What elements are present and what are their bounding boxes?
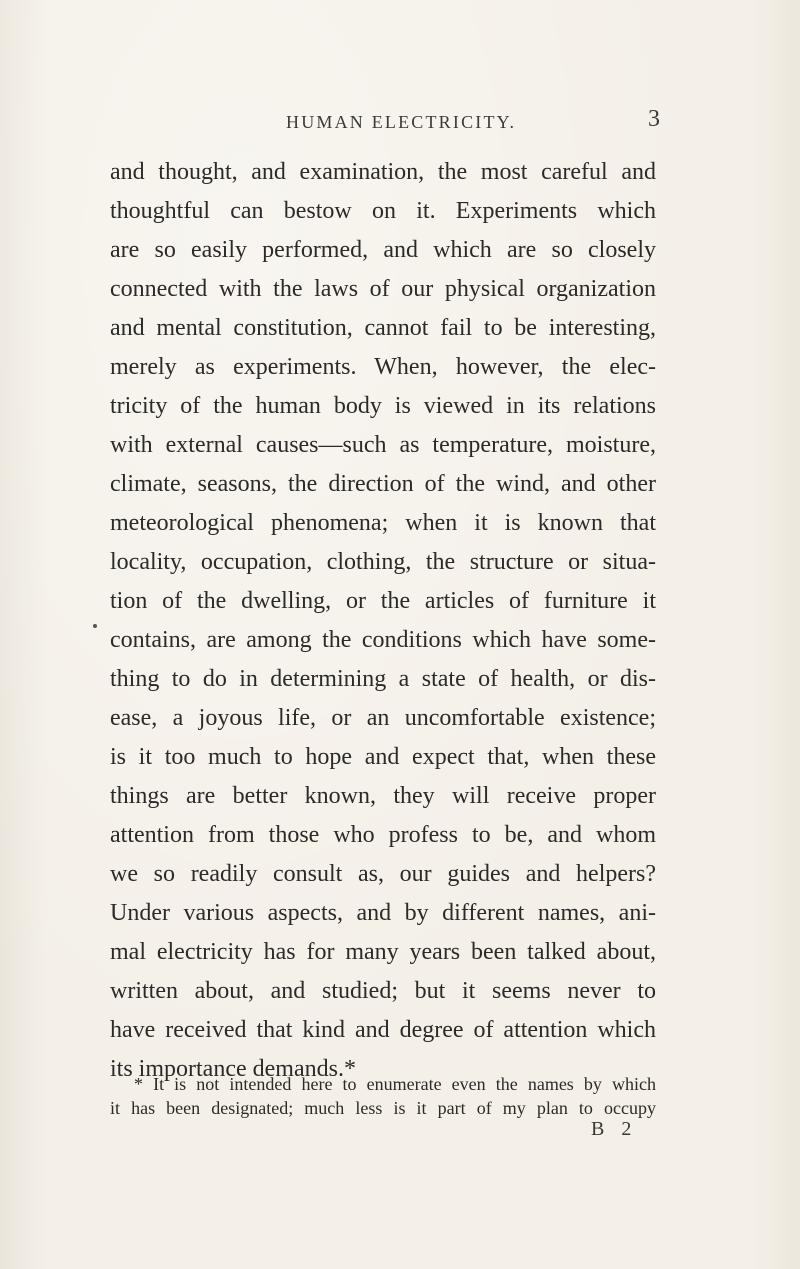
text-line: tricity of the human body is viewed in its relations xyxy=(110,393,656,419)
page-number: 3 xyxy=(648,106,660,132)
footnote xyxy=(110,1072,656,1120)
text-line: contains, are among the conditions which have some- xyxy=(110,627,656,653)
running-head xyxy=(0,106,800,142)
footnote-line: * It is not intended here to enumerate even the names by which xyxy=(134,1074,656,1094)
signature-mark: B 2 xyxy=(591,1118,638,1140)
text-line: is it too much to hope and expect that, when these xyxy=(110,744,656,770)
text-line: its importance demands.* xyxy=(110,1056,356,1082)
text-line: tion of the dwelling, or the articles of furniture it xyxy=(110,588,656,614)
text-line: Under various aspects, and by different names, ani- xyxy=(110,900,656,926)
text-line: have received that kind and degree of attention which xyxy=(110,1017,656,1043)
text-line: written about, and studied; but it seems never to xyxy=(110,978,656,1004)
text-line: climate, seasons, the direction of the wind, and other xyxy=(110,471,656,497)
footnote-line: it has been designated; much less is it part of my plan to occupy xyxy=(110,1098,656,1118)
text-line: are so easily performed, and which are so closely xyxy=(110,237,656,263)
text-line: thoughtful can bestow on it. Experiments which xyxy=(110,198,656,224)
text-line: meteorological phenomena; when it is known that xyxy=(110,510,656,536)
text-line: things are better known, they will receive proper xyxy=(110,783,656,809)
text-line: with external causes—such as temperature, moisture, xyxy=(110,432,656,458)
text-line: and thought, and examination, the most careful and xyxy=(110,159,656,185)
text-line: we so readily consult as, our guides and helpers? xyxy=(110,861,656,887)
running-title: HUMAN ELECTRICITY. xyxy=(286,112,517,132)
text-line: merely as experiments. When, however, the elec- xyxy=(110,354,656,380)
text-line: mal electricity has for many years been talked about, xyxy=(110,939,656,965)
text-line: thing to do in determining a state of health, or dis- xyxy=(110,666,656,692)
text-line: locality, occupation, clothing, the structure or situa- xyxy=(110,549,656,575)
body-text xyxy=(110,153,656,1089)
text-line: attention from those who profess to be, and whom xyxy=(110,822,656,848)
text-line: connected with the laws of our physical organization xyxy=(110,276,656,302)
text-line: and mental constitution, cannot fail to be interesting, xyxy=(110,315,656,341)
margin-speck xyxy=(93,624,97,628)
text-line: ease, a joyous life, or an uncomfortable existence; xyxy=(110,705,656,731)
